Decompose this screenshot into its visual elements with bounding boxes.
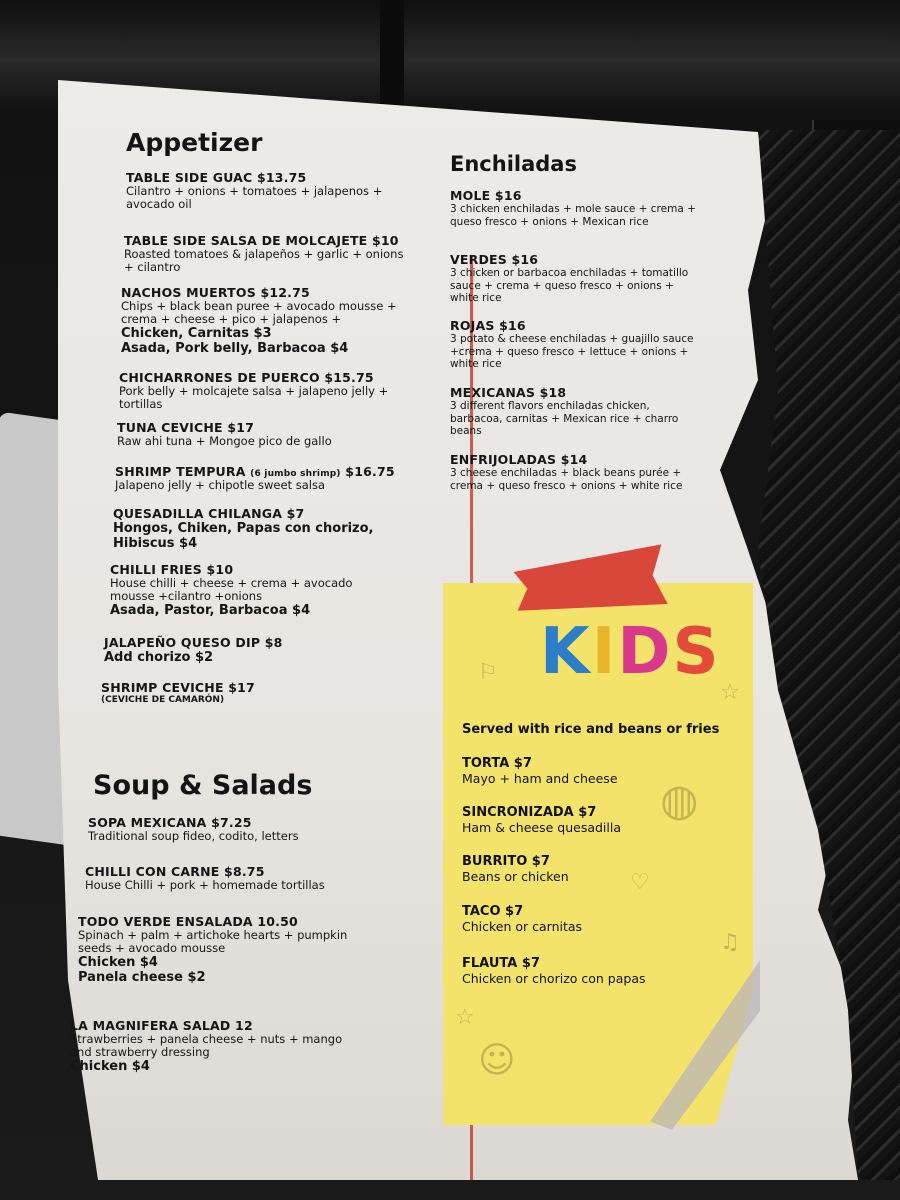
item-desc: Roasted tomatoes & jalapeños + garlic + onions + cilantro: [124, 247, 404, 274]
item-desc: Chips + black bean puree + avocado mousse + crema + cheese + pico + jalapenos +: [121, 299, 397, 326]
menu-item: [119, 370, 409, 411]
menu-item: [115, 464, 405, 492]
kids-item: [462, 756, 732, 786]
star-doodle-icon: ☆: [720, 680, 740, 705]
menu-item: [70, 1018, 360, 1074]
item-name: SOPA MEXICANA $7.25: [88, 815, 252, 830]
skull-doodle-icon: ☺: [478, 1040, 516, 1081]
item-desc: Chicken or chorizo con papas: [462, 971, 646, 986]
kids-letter-s: S: [672, 615, 721, 689]
menu-item: [121, 285, 411, 356]
item-name: TUNA CEVICHE $17: [117, 420, 255, 435]
kids-subtitle: Served with rice and beans or fries: [462, 722, 720, 737]
kids-item: [462, 854, 732, 884]
item-addon: Chicken $4: [70, 1059, 150, 1074]
kids-title: [540, 615, 721, 689]
menu-item: [78, 914, 368, 985]
item-desc: Cilantro + onions + tomatoes + jalapenos + avocado oil: [126, 184, 383, 211]
menu-item: [117, 420, 407, 448]
item-name: TACO $7: [462, 904, 524, 919]
globe-doodle-icon: ◍: [660, 775, 699, 826]
item-desc: Strawberries + panela cheese + nuts + mango and strawberry dressing: [70, 1032, 343, 1059]
item-desc: House Chilli + pork + homemade tortillas: [85, 878, 325, 892]
item-name: LA MAGNIFERA SALAD 12: [70, 1018, 253, 1033]
item-name: TABLE SIDE SALSA DE MOLCAJETE $10: [124, 233, 399, 248]
menu-item: [88, 815, 378, 843]
item-name: BURRITO $7: [462, 854, 550, 869]
heart-doodle-icon: ♡: [630, 870, 650, 895]
menu-item: [101, 680, 391, 705]
menu-item: [110, 562, 400, 618]
item-desc: Pork belly + molcajete salsa + jalapeno jelly + tortillas: [119, 384, 389, 411]
item-price: $16.75: [345, 464, 395, 479]
menu-item: [450, 252, 700, 305]
item-desc: Chicken or carnitas: [462, 919, 583, 934]
item-name: SINCRONIZADA $7: [462, 805, 597, 820]
menu-item: [113, 506, 403, 551]
menu-item: [450, 452, 700, 492]
item-desc: 3 chicken enchiladas + mole sauce + crema + queso fresco + onions + Mexican rice: [450, 203, 696, 228]
item-name: TORTA $7: [462, 756, 532, 771]
item-desc: 3 cheese enchiladas + black beans purée + crema + queso fresco + onions + white rice: [450, 467, 683, 492]
enchiladas-title: Enchiladas: [450, 152, 577, 176]
menu-item: [450, 385, 700, 438]
item-name: MEXICANAS $18: [450, 385, 567, 400]
item-desc: Ham & cheese quesadilla: [462, 820, 622, 835]
item-note: (CEVICHE DE CAMARÓN): [101, 695, 225, 705]
menu-item: [126, 170, 416, 211]
item-desc: Jalapeno jelly + chipotle sweet salsa: [115, 478, 326, 492]
item-desc: 3 potato & cheese enchiladas + guajillo sauce +crema + queso fresco + lettuce + onions + white rice: [450, 333, 694, 370]
item-addon: Asada, Pastor, Barbacoa $4: [110, 603, 311, 618]
kids-item: [462, 805, 732, 835]
item-desc: Traditional soup fideo, codito, letters: [88, 829, 299, 843]
item-addon: Hongos, Chiken, Papas con chorizo, Hibiscus $4: [113, 521, 374, 551]
item-name: TODO VERDE ENSALADA 10.50: [78, 914, 298, 929]
item-addon: Chicken, Carnitas $3: [121, 326, 272, 341]
menu-item: [124, 233, 414, 274]
kids-letter-k: K: [540, 615, 592, 689]
kids-letter-d: D: [617, 615, 673, 689]
item-name: NACHOS MUERTOS $12.75: [121, 285, 310, 300]
item-name: ENFRIJOLADAS $14: [450, 452, 588, 467]
star-doodle-icon: ☆: [455, 1005, 475, 1030]
menu-item: [104, 635, 394, 665]
item-name: TABLE SIDE GUAC $13.75: [126, 170, 307, 185]
menu-item: [85, 864, 375, 892]
item-desc: Mayo + ham and cheese: [462, 771, 618, 786]
menu-item: [450, 188, 700, 228]
kids-item: [462, 904, 732, 934]
item-name: CHILLI FRIES $10: [110, 562, 234, 577]
item-desc: Spinach + palm + artichoke hearts + pumpkin seeds + avocado mousse: [78, 928, 348, 955]
item-name: JALAPEÑO QUESO DIP $8: [104, 635, 283, 650]
item-name: MOLE $16: [450, 188, 522, 203]
item-name: QUESADILLA CHILANGA $7: [113, 506, 305, 521]
music-note-doodle-icon: ♫: [720, 930, 740, 955]
item-desc: Beans or chicken: [462, 869, 569, 884]
appetizer-title: Appetizer: [126, 128, 263, 157]
item-addon: Asada, Pork belly, Barbacoa $4: [121, 341, 349, 356]
item-name: VERDES $16: [450, 252, 539, 267]
item-desc: 3 chicken or barbacoa enchiladas + tomatillo sauce + crema + queso fresco + onions + white rice: [450, 267, 689, 304]
item-name: SHRIMP CEVICHE $17: [101, 680, 255, 695]
item-name-text: SHRIMP TEMPURA: [115, 464, 246, 479]
soups-title: Soup & Salads: [93, 770, 313, 801]
kids-item: [462, 956, 732, 986]
item-addon: Panela cheese $2: [78, 970, 206, 985]
item-desc: House chilli + cheese + crema + avocado mousse +cilantro +onions: [110, 576, 353, 603]
item-name: FLAUTA $7: [462, 956, 540, 971]
item-name: ROJAS $16: [450, 318, 526, 333]
item-desc: Raw ahi tuna + Mongoe pico de gallo: [117, 434, 332, 448]
item-name: CHICHARRONES DE PUERCO $15.75: [119, 370, 374, 385]
item-name-note: (6 jumbo shrimp): [250, 469, 341, 479]
item-name: CHILLI CON CARNE $8.75: [85, 864, 265, 879]
sign-doodle-icon: ⚐: [478, 660, 498, 685]
item-addon: Chicken $4: [78, 955, 158, 970]
menu-item: [450, 318, 700, 371]
kids-letter-i: I: [591, 615, 618, 689]
item-desc: 3 different flavors enchiladas chicken, barbacoa, carnitas + Mexican rice + charro beans: [450, 400, 679, 437]
item-name: [115, 464, 405, 479]
item-addon: Add chorizo $2: [104, 650, 214, 665]
